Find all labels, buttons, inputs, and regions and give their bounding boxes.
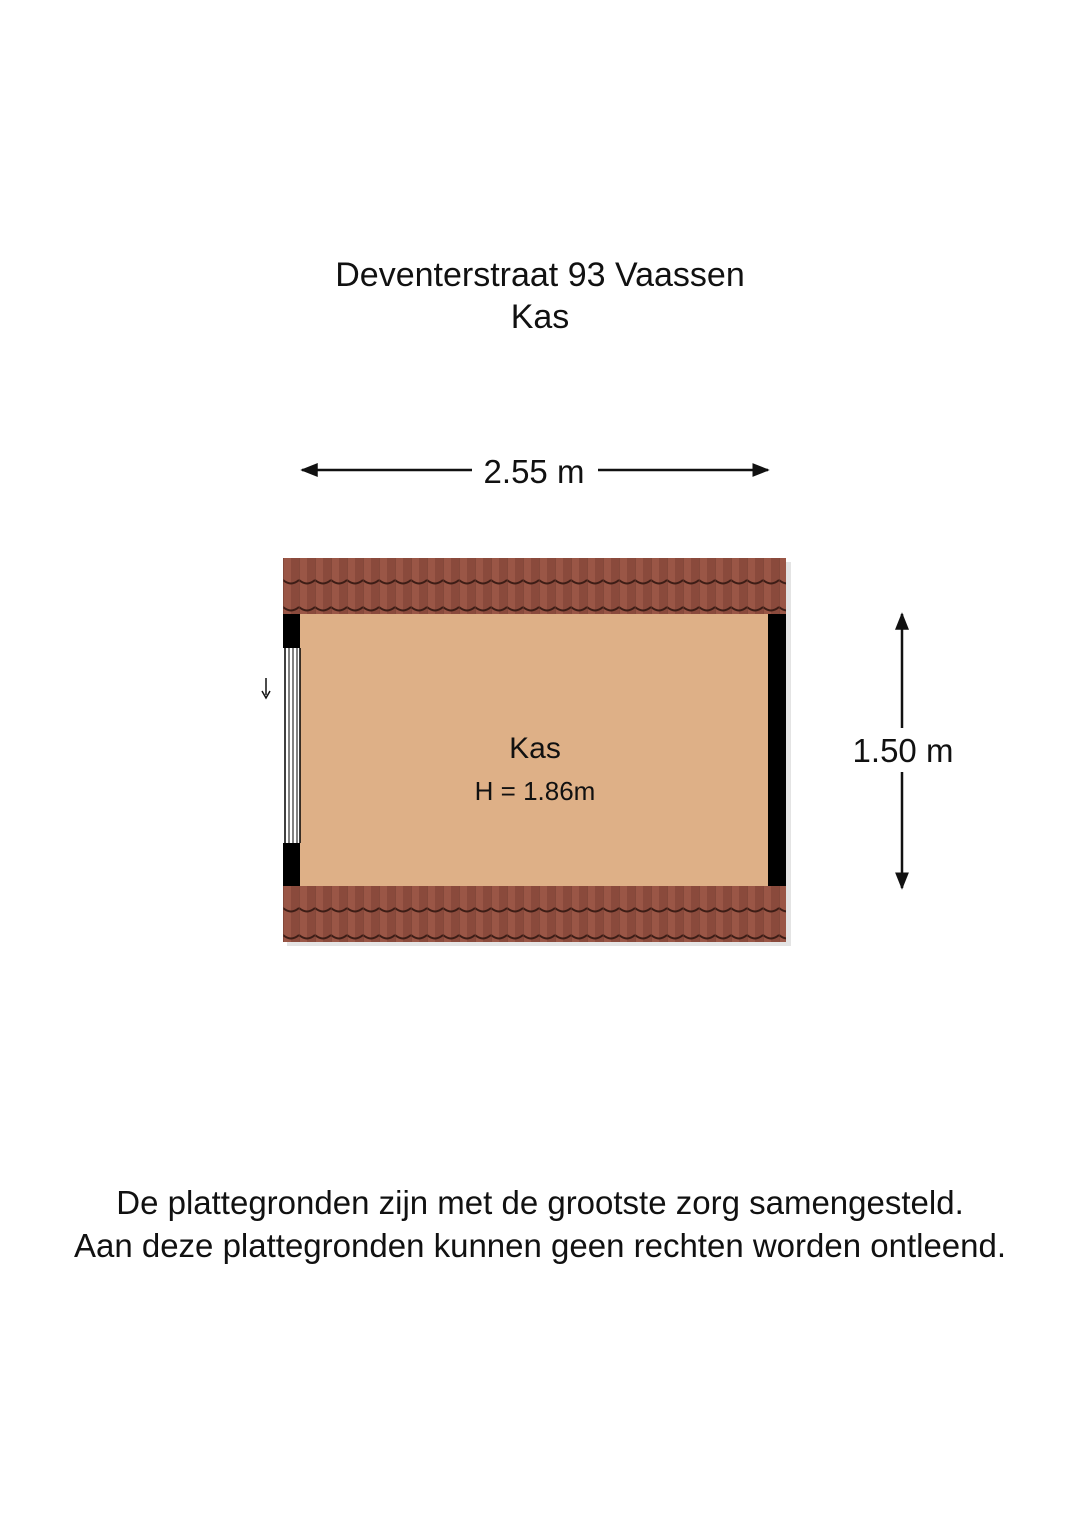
room-label: Kas	[509, 732, 561, 765]
room-height-label: H = 1.86m	[474, 776, 596, 806]
width-dimension-label: 2.55 m	[472, 452, 596, 492]
roof-tiles-bottom	[283, 886, 786, 942]
left-wall-bottom	[283, 843, 300, 886]
disclaimer-line-2: Aan deze plattegronden kunnen geen rechten worden ontleend.	[73, 1227, 1007, 1264]
plan-address-title: Deventerstraat 93 Vaassen	[335, 256, 745, 294]
depth-dimension-label: 1.50 m	[845, 731, 961, 771]
disclaimer-line-1: De plattegronden zijn met de grootste zorg samengesteld.	[116, 1184, 964, 1221]
entrance-arrow-icon	[262, 678, 270, 698]
right-wall	[768, 614, 786, 886]
glass-door-opening	[283, 648, 300, 843]
left-wall-top	[283, 614, 300, 648]
floor-name-title: Kas	[510, 298, 570, 336]
roof-tiles-top	[283, 558, 786, 614]
